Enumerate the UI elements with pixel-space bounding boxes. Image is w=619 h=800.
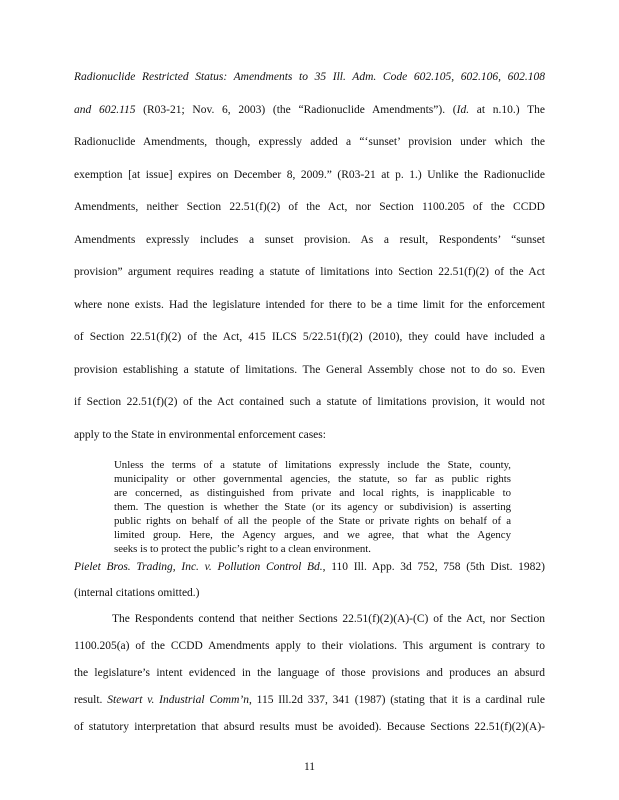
- body-line: The Respondents contend that neither Sections 22.51(f)(2)(A)-(C) of the Act, nor Section: [112, 613, 545, 625]
- body-line: the legislature’s intent evidenced in the language of those provisions and produces an absurd: [74, 667, 545, 679]
- body-line: of statutory interpretation that absurd results must be avoided). Because Sections 22.51(f)(2)(A)-: [74, 721, 545, 733]
- body-line: provision” argument requires reading a statute of limitations into Section 22.51(f)(2) of the Act: [74, 266, 545, 278]
- body-line: Radionuclide Amendments, though, expressly added a “‘sunset’ provision under which the: [74, 136, 545, 148]
- body-line: Amendments, neither Section 22.51(f)(2) of the Act, nor Section 1100.205 of the CCDD: [74, 201, 545, 213]
- body-line: 1100.205(a) of the CCDD Amendments apply to their violations. This argument is contrary to: [74, 640, 545, 652]
- body-line: Amendments expressly includes a sunset provision. As a result, Respondents’ “sunset: [74, 234, 545, 246]
- block-quote-line: them. The question is whether the State (or its agency or subdivision) is asserting: [114, 501, 511, 513]
- body-line: of Section 22.51(f)(2) of the Act, 415 ILCS 5/22.51(f)(2) (2010), they could have included a: [74, 331, 545, 343]
- body-line: and 602.115 (R03-21; Nov. 6, 2003) (the “Radionuclide Amendments”). (Id. at n.10.) The: [74, 104, 545, 116]
- body-line: where none exists. Had the legislature intended for there to be a time limit for the enforcement: [74, 299, 545, 311]
- citation-line: (internal citations omitted.): [74, 587, 200, 599]
- body-line: result. Stewart v. Industrial Comm’n, 115 Ill.2d 337, 341 (1987) (stating that it is a cardinal rule: [74, 694, 545, 706]
- block-quote-line: seeks is to protect the public’s right to a clean environment.: [114, 543, 371, 555]
- body-line: Radionuclide Restricted Status: Amendments to 35 Ill. Adm. Code 602.105, 602.106, 602.108: [74, 71, 545, 83]
- block-quote-line: are concerned, as distinguished from private and local rights, is inapplicable to: [114, 487, 511, 499]
- block-quote-line: limited group. Here, the Agency argues, and we agree, that what the Agency: [114, 529, 511, 541]
- page-number: 11: [303, 761, 316, 773]
- block-quote-line: municipality or other governmental agencies, the statute, so far as public rights: [114, 473, 511, 485]
- body-line: provision establishing a statute of limitations. The General Assembly chose not to do so. Even: [74, 364, 545, 376]
- body-line: apply to the State in environmental enforcement cases:: [74, 429, 326, 441]
- body-line: if Section 22.51(f)(2) of the Act contained such a statute of limitations provision, it would not: [74, 396, 545, 408]
- citation-line: Pielet Bros. Trading, Inc. v. Pollution Control Bd., 110 Ill. App. 3d 752, 758 (5th Dist. 1982): [74, 561, 546, 573]
- block-quote-line: Unless the terms of a statute of limitations expressly include the State, county,: [114, 459, 511, 471]
- block-quote-line: public rights on behalf of all the people of the State or private rights on behalf of a: [114, 515, 511, 527]
- body-line: exemption [at issue] expires on December 8, 2009.” (R03-21 at p. 1.) Unlike the Radionuclide: [74, 169, 545, 181]
